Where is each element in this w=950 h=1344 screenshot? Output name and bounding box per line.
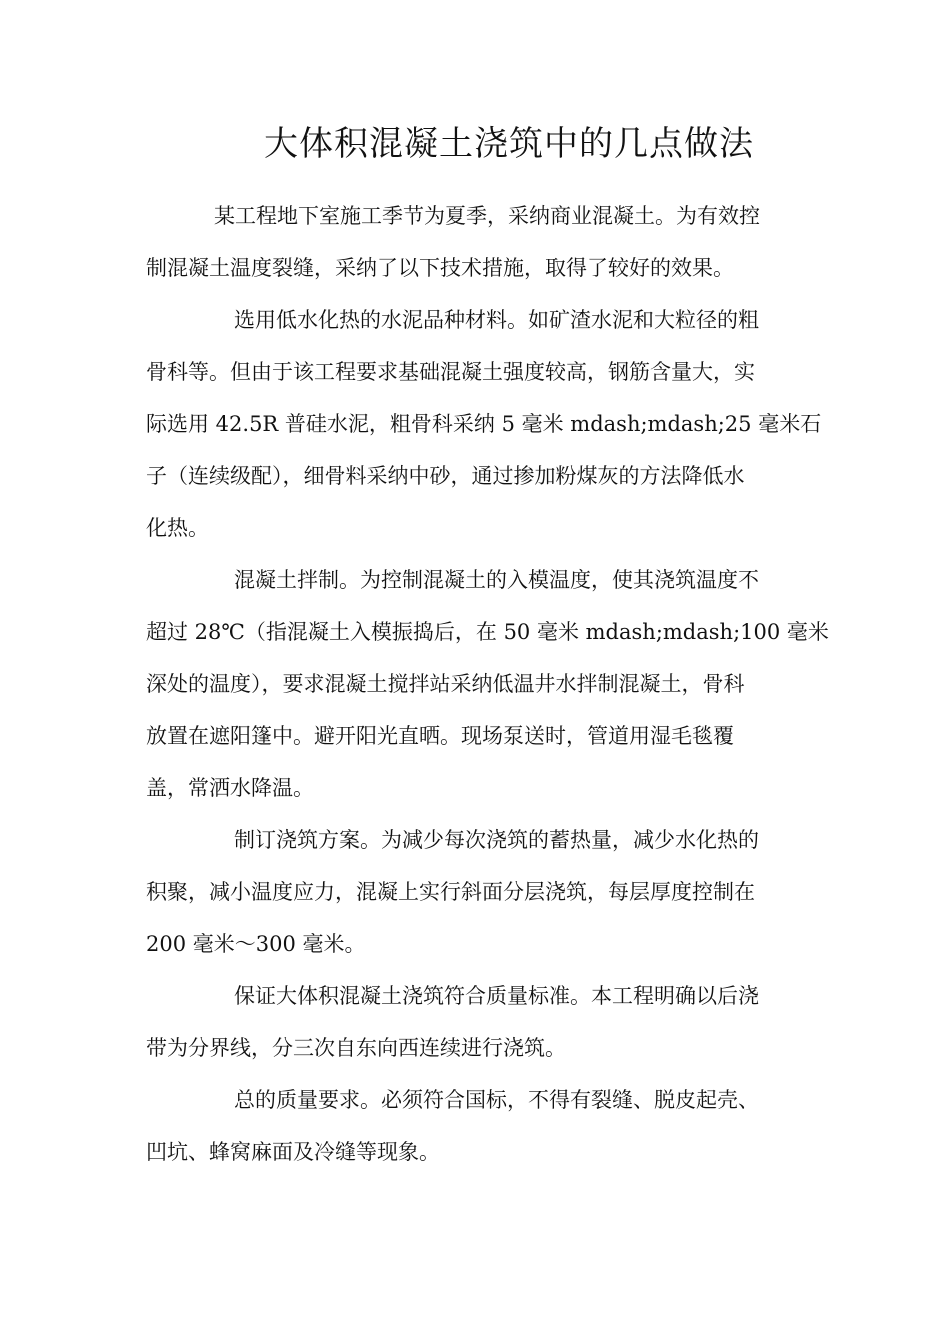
paragraph-1 <box>146 190 806 294</box>
paragraph-line: 积聚，减小温度应力，混凝上实行斜面分层浇筑，每层厚度控制在 <box>146 880 755 904</box>
paragraph-line: 制订浇筑方案。为减少每次浇筑的蓄热量，减少水化热的 <box>234 828 759 852</box>
paragraph-line: 骨科等。但由于该工程要求基础混凝土强度较高，钢筋含量大，实 <box>146 360 755 384</box>
paragraph-line: 总的质量要求。必须符合国标，不得有裂缝、脱皮起壳、 <box>234 1088 759 1112</box>
paragraph-line: 某工程地下室施工季节为夏季，采纳商业混凝土。为有效控 <box>214 204 760 228</box>
paragraph-2 <box>146 294 822 554</box>
paragraph-line: 制混凝土温度裂缝，采纳了以下技术措施，取得了较好的效果。 <box>146 256 734 280</box>
paragraph-line: 凹坑、蜂窝麻面及冷缝等现象。 <box>146 1140 440 1164</box>
paragraph-4 <box>146 814 806 970</box>
paragraph-line: 带为分界线，分三次自东向西连续进行浇筑。 <box>146 1036 566 1060</box>
paragraph-line: 盖，常洒水降温。 <box>146 776 314 800</box>
paragraph-line: 保证大体积混凝土浇筑符合质量标准。本工程明确以后浇 <box>234 984 759 1008</box>
paragraph-line: 子（连续级配），细骨料采纳中砂，通过掺加粉煤灰的方法降低水 <box>146 464 745 488</box>
paragraph-line: 选用低水化热的水泥品种材料。如矿渣水泥和大粒径的粗 <box>234 308 759 332</box>
paragraph-line: 放置在遮阳篷中。避开阳光直晒。现场泵送时，管道用湿毛毯覆 <box>146 724 734 748</box>
paragraph-line: 化热。 <box>146 516 209 540</box>
paragraph-line: 深处的温度），要求混凝土搅拌站采纳低温井水拌制混凝土，骨科 <box>146 672 745 696</box>
paragraph-3 <box>146 554 829 814</box>
paragraph-line: 200 毫米～300 毫米。 <box>146 932 366 956</box>
paragraph-line: 混凝土拌制。为控制混凝土的入模温度，使其浇筑温度不 <box>234 568 759 592</box>
paragraph-line: 际选用 42.5R 普硅水泥，粗骨科采纳 5 毫米 mdash;mdash;25 毫米石 <box>146 412 822 436</box>
paragraph-5 <box>146 970 806 1074</box>
paragraph-6 <box>146 1074 806 1178</box>
document-body <box>146 190 829 1178</box>
page-title: 大体积混凝土浇筑中的几点做法 <box>264 124 754 164</box>
paragraph-line: 超过 28℃（指混凝土入模振捣后，在 50 毫米 mdash;mdash;100 毫米 <box>146 620 829 644</box>
